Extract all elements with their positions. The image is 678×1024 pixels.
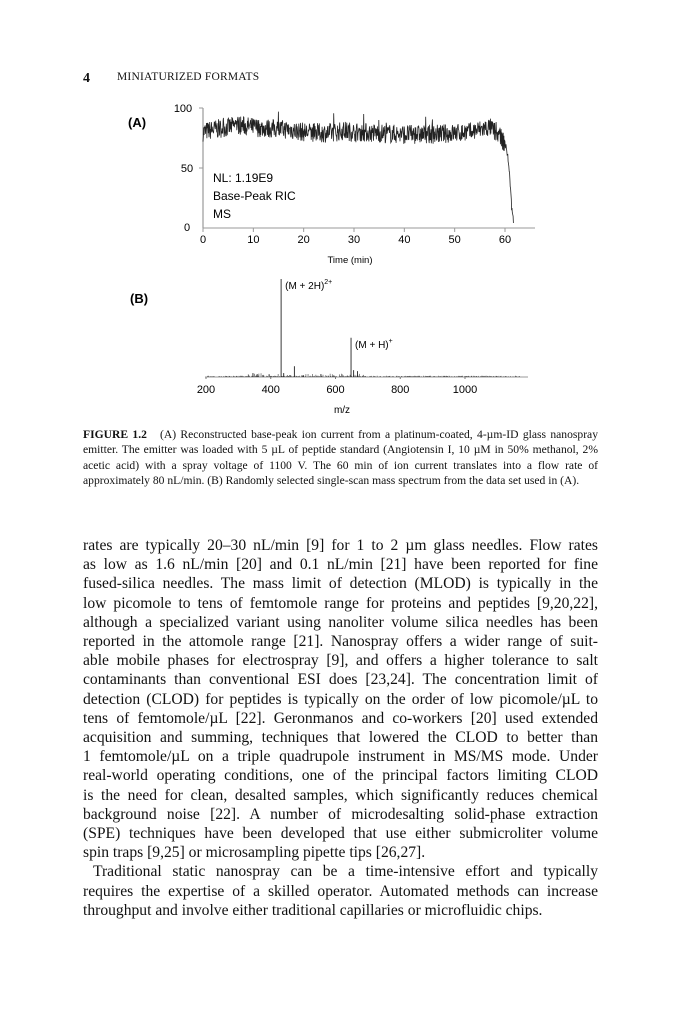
body-line: fused-silica needles. The mass limit of detection (MLOD) is typically in the	[83, 575, 598, 593]
panel-a-label: (A)	[128, 115, 147, 130]
body-line: as low as 1.6 nL/min [20] and 0.1 nL/min [21] have been reported for fine	[83, 556, 598, 574]
x-tick-label: 40	[398, 234, 411, 246]
body-line: although a specialized variant using nanoliter volume silica needles has been	[83, 613, 598, 631]
body-line: throughput and involve either traditional capillaries or microfluidic chips.	[83, 901, 543, 919]
panel-b-spectrum	[130, 279, 528, 416]
panel-a-chromatogram	[128, 103, 535, 266]
x-tick-label: 10	[247, 234, 260, 246]
x-tick-label: 800	[391, 384, 410, 396]
body-line: rates are typically 20–30 nL/min [9] for 1 to 2 µm glass needles. Flow rates	[83, 537, 598, 554]
y-tick-label: 50	[180, 163, 194, 175]
body-line: real-world operating conditions, one of the principal factors limiting CLOD	[83, 767, 598, 785]
body-line: requires the expertise of a skilled operator. Automated methods can increase	[83, 882, 598, 900]
peak-label-m2h: $(M + 2H)^{2+}$	[285, 279, 333, 292]
annotation-ms: MS	[213, 207, 231, 221]
figure-caption	[83, 427, 598, 489]
body-line: able mobile phases for electrospray [9], and offers a higher tolerance to salt	[83, 652, 598, 670]
annotation-base-peak: Base-Peak RIC	[213, 189, 296, 203]
body-line: tens of femtomole/µL [22]. Geronmanos and co-workers [20] used extended	[83, 709, 598, 727]
panel-b-label: (B)	[130, 291, 149, 306]
x-axis-label: Time (min)	[327, 255, 373, 266]
body-line: spin traps [9,25] or microsampling pipette tips [26,27].	[83, 844, 426, 862]
x-tick-label: 1000	[452, 384, 478, 396]
peak-label-mh: (M + H)+	[355, 337, 393, 351]
y-tick-label: 0	[183, 222, 191, 234]
page-number: 4	[83, 71, 90, 86]
annotation-nl: NL: 1.19E9	[213, 171, 274, 185]
figure-1-2	[0, 90, 678, 420]
body-line: (SPE) techniques have been developed that use either submicroliter volume	[83, 825, 598, 843]
x-tick-label: 20	[297, 234, 310, 246]
chromatogram-trace	[203, 112, 513, 223]
x-tick-label: 60	[498, 234, 512, 246]
body-line: Traditional static nanospray can be a time-intensive effort and typically	[93, 863, 598, 881]
body-line: contaminants than conventional ESI does [23,24]. The concentration limit of	[83, 671, 598, 689]
body-line: reported in the attomole range [21]. Nanospray offers a wider range of suit-	[83, 633, 598, 651]
y-tick-label: 100	[173, 103, 193, 115]
body-line: acquisition and summing, techniques that lowered the CLOD to better than	[83, 729, 598, 747]
caption-text: (A) Reconstructed base-peak ion current from a platinum-coated, 4-µm-ID glass nanospray emitter. The emitter was loaded with 5 µL of peptide standard (Angiotensin I, 10 µM in 50% methanol, 2% acetic acid) with a spray voltage of 1100 V. The 60 min of ion current translates into a flow rate of approximately 80 nL/min. (B) Randomly selected single-scan mass spectrum from the data set used in (A).	[83, 428, 598, 488]
x-tick-label: 50	[448, 234, 461, 246]
caption-label: FIGURE 1.2	[83, 428, 147, 441]
body-line: background noise [22]. A number of microdesalting solid-phase extraction	[83, 805, 598, 823]
x-tick-label: 30	[347, 234, 361, 246]
x-tick-label: 600	[326, 384, 345, 396]
x-tick-label: 400	[261, 384, 280, 396]
body-text	[83, 536, 598, 920]
body-line: detection (CLOD) for peptides is typically on the order of low picomole/µL to	[83, 690, 598, 708]
x-tick-label: 200	[196, 384, 216, 396]
running-head	[83, 70, 260, 87]
running-head-title: MINIATURIZED FORMATS	[117, 71, 260, 83]
x-tick-label: 0	[199, 234, 207, 246]
x-axis-label: m/z	[333, 405, 351, 416]
body-line: 1 femtomole/µL on a triple quadrupole instrument in MS/MS mode. Under	[83, 748, 598, 766]
body-line: low picomole to tens of femtomole range for proteins and peptides [9,20,22],	[83, 594, 598, 612]
body-line: is the need for clean, desalted samples, which significantly reduces chemical	[83, 786, 598, 804]
